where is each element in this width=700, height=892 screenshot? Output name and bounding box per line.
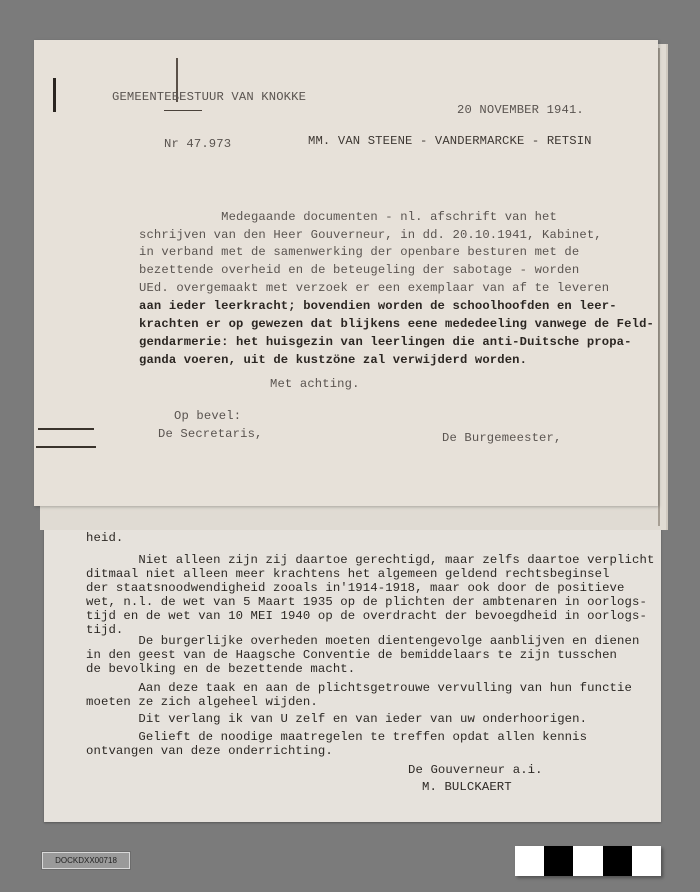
body-line-1: schrijven van den Heer Gouverneur, in dd. 20.10.1941, Kabinet, xyxy=(139,228,602,242)
bold-line-3: ganda voeren, uit de kustzöne zal verwijderd worden. xyxy=(139,353,528,367)
bottom-line-16: moeten ze zich algeheel wijden. xyxy=(86,695,318,709)
by-order: Op bevel: xyxy=(174,409,242,423)
top-letter-page xyxy=(34,40,658,506)
scale-white-3 xyxy=(632,846,661,876)
scale-white-1 xyxy=(515,846,544,876)
margin-mark xyxy=(53,78,56,112)
bottom-line-15: Aan deze taak en aan de plichtsgetrouwe vervulling van hun functie xyxy=(86,681,632,695)
body-line-2: in verband met de samenwerking der openbare besturen met de xyxy=(139,245,580,259)
body-line-3: bezettende overheid en de beteugeling der sabotage - worden xyxy=(139,263,580,277)
bottom-line-2: heid. xyxy=(86,531,124,545)
secretary-signature: De Secretaris, xyxy=(158,427,263,441)
governor-title: De Gouverneur a.i. xyxy=(408,763,543,777)
bold-line-0: aan ieder leerkracht; bovendien worden de schoolhoofden en leer- xyxy=(139,299,617,313)
sender-heading: GEMEENTEBESTUUR VAN KNOKKE xyxy=(112,90,307,104)
bottom-line-9: tijd. xyxy=(86,623,124,637)
staple-line-bottom xyxy=(36,446,96,448)
bottom-line-7: wet, n.l. de wet van 5 Maart 1935 op de plichten der ambtenaren in oorlogs- xyxy=(86,595,647,609)
bottom-line-12: in den geest van de Haagsche Conventie de bemiddelaars te zijn tusschen xyxy=(86,648,618,662)
scale-white-2 xyxy=(573,846,602,876)
body-line-4: UEd. overgemaakt met verzoek er een exemplaar van af te leveren xyxy=(139,281,610,295)
reference-number: Nr 47.973 xyxy=(164,137,232,151)
sender-underline xyxy=(164,110,202,111)
bottom-line-11: De burgerlijke overheden moeten dientengevolge aanblijven en dienen xyxy=(86,634,640,648)
bottom-line-6: der staatsnoodwendigheid zooals in'1914-1918, maar ook door de positieve xyxy=(86,581,625,595)
bottom-line-4: Niet alleen zijn zij daartoe gerechtigd, maar zelfs daartoe verplicht xyxy=(86,553,655,567)
scale-black-1 xyxy=(544,846,573,876)
bottom-line-5: ditmaal niet alleen meer krachtens het algemeen geldend rechtsbeginsel xyxy=(86,567,610,581)
bold-line-2: gendarmerie: het huisgezin van leerlingen die anti-Duitsche propa- xyxy=(139,335,632,349)
body-line-0: Medegaande documenten - nl. afschrift van het xyxy=(139,210,557,224)
mayor-signature: De Burgemeester, xyxy=(442,431,562,445)
scale-black-2 xyxy=(603,846,632,876)
letter-date: 20 NOVEMBER 1941. xyxy=(457,103,584,117)
bottom-line-20: Gelieft de noodige maatregelen te treffen opdat allen kennis xyxy=(86,730,588,744)
sheet-edge-line xyxy=(658,48,660,526)
closing: Met achting. xyxy=(270,377,360,391)
bottom-line-13: de bevolking en de bezettende macht. xyxy=(86,662,356,676)
color-scale-bar xyxy=(515,846,661,876)
addressees: MM. VAN STEENE - VANDERMARCKE - RETSIN xyxy=(308,134,592,148)
bold-line-1: krachten er op gewezen dat blijkens eene mededeeling vanwege de Feld- xyxy=(139,317,654,331)
bottom-line-8: tijd en de wet van 10 MEI 1940 op de overdracht der bevoegdheid in oorlogs- xyxy=(86,609,647,623)
governor-name: M. BULCKAERT xyxy=(422,780,512,794)
staple-line-top xyxy=(38,428,94,430)
bottom-line-18: Dit verlang ik van U zelf en van ieder van uw onderhoorigen. xyxy=(86,712,588,726)
bottom-line-21: ontvangen van deze onderrichting. xyxy=(86,744,333,758)
bottom-letter-page xyxy=(44,498,661,822)
archive-label: DOCKDXX00718 xyxy=(42,852,130,869)
